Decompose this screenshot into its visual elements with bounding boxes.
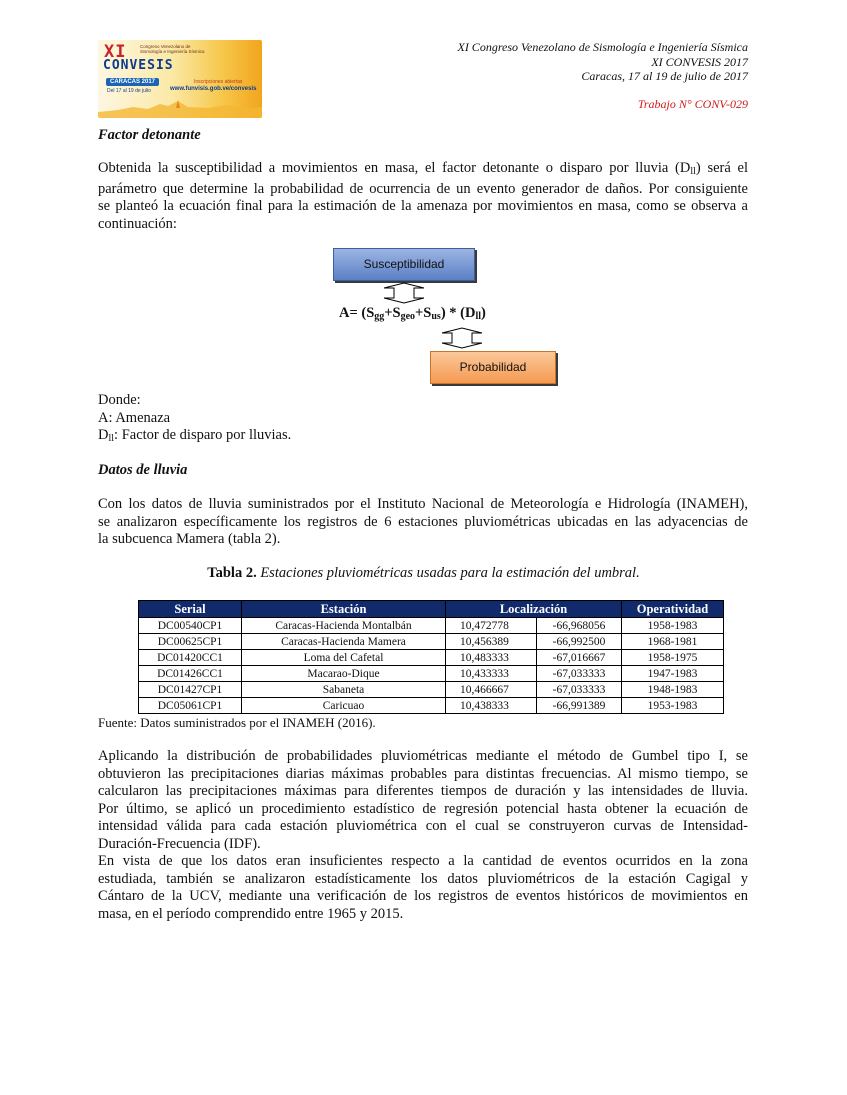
cell-longitude: -66,991389 (537, 698, 622, 714)
cell-longitude: -67,033333 (537, 682, 622, 698)
definitions-intro: Donde: (98, 392, 141, 408)
cell-serial: DC01426CC1 (139, 666, 242, 682)
probability-box: Probabilidad (430, 351, 556, 384)
table-row (139, 666, 724, 682)
table-row (139, 682, 724, 698)
conference-logo (98, 40, 262, 118)
table-row (139, 634, 724, 650)
cell-operatividad: 1953-1983 (622, 698, 724, 714)
paragraph-line: estudiada, también se analizaron estadísticamente los datos pluviométricos de la estación Cagigal y (98, 870, 748, 887)
paragraph-cagigal (98, 853, 748, 923)
definition-a: A: Amenaza (98, 409, 171, 426)
paragraph-line: Por último, se aplicó un procedimiento estadístico de regresión potencial hasta obtener la ecuación de (98, 800, 748, 817)
definitions-block (98, 392, 291, 448)
logo-small-text: Congreso Venezolano de Sismología e Ingeniería Sísmica (140, 44, 205, 54)
paragraph-line: se analizaron específicamente los registros de 6 estaciones pluviométricas ubicadas en las adyacencias de (98, 513, 748, 530)
cell-estacion: Sabaneta (242, 682, 446, 698)
paragraph-line: Obtenida la susceptibilidad a movimientos en masa, el factor detonante o disparo por lluvia $(D_{ll})$ será el (98, 160, 748, 177)
cell-serial: DC00625CP1 (139, 634, 242, 650)
cell-serial: DC01427CP1 (139, 682, 242, 698)
cell-estacion: Caracas-Hacienda Mamera (242, 634, 446, 650)
paragraph-factor-detonante (98, 160, 748, 233)
column-header-localizacion: Localización (446, 601, 622, 618)
header-line-3: Caracas, 17 al 19 de julio de 2017 (581, 69, 748, 83)
paragraph-line: calcularon las precipitaciones máximas para diferentes tiempos de duración y las intensidades de lluvia. (98, 783, 748, 799)
logo-city-badge: CARACAS 2017 (106, 78, 159, 86)
cell-operatividad: 1947-1983 (622, 666, 724, 682)
cell-estacion: Macarao-Dique (242, 666, 446, 682)
double-arrow-icon (441, 327, 483, 349)
susceptibility-box: Susceptibilidad (333, 248, 475, 281)
cell-longitude: -66,968056 (537, 618, 622, 634)
paragraph-gumbel (98, 748, 748, 853)
hazard-equation: $A= (S_{gg}+S_{geo}+S_{us}) * (D_{ll})$ (339, 305, 486, 322)
paragraph-line: Duración-Frecuencia (IDF). (98, 835, 261, 852)
header-line-1: XI Congreso Venezolano de Sismología e Ingeniería Sísmica (457, 40, 748, 54)
cell-latitude: 10,433333 (446, 666, 537, 682)
cell-latitude: 10,466667 (446, 682, 537, 698)
paragraph-line: Cántaro de la UCV, mediante una verificación de los registros de eventos históricos de movimientos en (98, 888, 748, 904)
table-source: Fuente: Datos suministrados por el INAMEH (2016). (98, 715, 376, 730)
logo-url: www.funvisis.gob.ve/convesis (170, 86, 257, 92)
cell-serial: DC00540CP1 (139, 618, 242, 634)
paragraph-line: intensidad válida para cada estación pluviométrica con el cual se construyeron curvas de Intensidad- (98, 818, 748, 834)
paragraph-line: continuación: (98, 215, 177, 232)
cell-operatividad: 1948-1983 (622, 682, 724, 698)
cell-latitude: 10,483333 (446, 650, 537, 666)
table-header-row (139, 601, 724, 618)
cell-longitude: -67,033333 (537, 666, 622, 682)
cell-estacion: Loma del Cafetal (242, 650, 446, 666)
table-caption: Tabla 2. Estaciones pluviométricas usadas para la estimación del umbral. (207, 565, 640, 581)
paragraph-line: Aplicando la distribución de probabilidades pluviométricas mediante el método de Gumbel tipo I, se (98, 748, 748, 764)
cell-serial: DC05061CP1 (139, 698, 242, 714)
cell-estacion: Caracas-Hacienda Montalbán (242, 618, 446, 634)
cell-estacion: Caricuao (242, 698, 446, 714)
header-line-2: XI CONVESIS 2017 (651, 54, 748, 69)
paragraph-line: Con los datos de lluvia suministrados por el Instituto Nacional de Meteorología e Hidrología (INAMEH), (98, 496, 748, 512)
paragraph-datos-lluvia (98, 496, 748, 549)
stations-table (138, 600, 724, 714)
cell-operatividad: 1958-1983 (622, 618, 724, 634)
paper-number: Trabajo N° CONV-029 (637, 96, 748, 111)
table-row (139, 698, 724, 714)
skyline-icon (98, 98, 262, 118)
table-row (139, 618, 724, 634)
double-arrow-icon (383, 282, 425, 304)
cell-latitude: 10,472778 (446, 618, 537, 634)
cell-longitude: -66,992500 (537, 634, 622, 650)
paragraph-line: masa, en el período comprendido entre 1965 y 2015. (98, 905, 404, 922)
logo-registration: Inscripciones abiertas (194, 79, 243, 85)
section-title-datos-lluvia: Datos de lluvia (98, 462, 188, 478)
logo-name: CONVESIS (103, 58, 174, 73)
paragraph-line: En vista de que los datos eran insuficientes respecto a la cantidad de eventos ocurridos en la zona (98, 853, 748, 869)
logo-roman-numeral: XI (104, 42, 127, 62)
cell-latitude: 10,456389 (446, 634, 537, 650)
column-header-estacion: Estación (242, 601, 446, 618)
conference-header (457, 40, 748, 111)
table-row (139, 650, 724, 666)
paragraph-line: la subcuenca Mamera (tabla 2). (98, 531, 281, 547)
cell-longitude: -67,016667 (537, 650, 622, 666)
column-header-operatividad: Operatividad (622, 601, 724, 618)
column-header-serial: Serial (139, 601, 242, 618)
cell-operatividad: 1958-1975 (622, 650, 724, 666)
cell-latitude: 10,438333 (446, 698, 537, 714)
section-title-factor-detonante: Factor detonante (98, 127, 201, 143)
paragraph-line: obtuvieron las precipitaciones diarias máximas probables para distintas frecuencias. Al mismo tiempo, se (98, 765, 748, 782)
logo-dates: Del 17 al 19 de julio (107, 88, 151, 94)
paragraph-line: se planteó la ecuación final para la estimación de la amenaza por movimientos en masa, como se observa a (98, 198, 748, 214)
cell-operatividad: 1968-1981 (622, 634, 724, 650)
definition-dll: $D_{ll}$: Factor de disparo por lluvias. (98, 427, 292, 444)
cell-serial: DC01420CC1 (139, 650, 242, 666)
paragraph-line: parámetro que determine la probabilidad de ocurrencia de un evento generador de daños. Por consiguiente (98, 180, 748, 197)
